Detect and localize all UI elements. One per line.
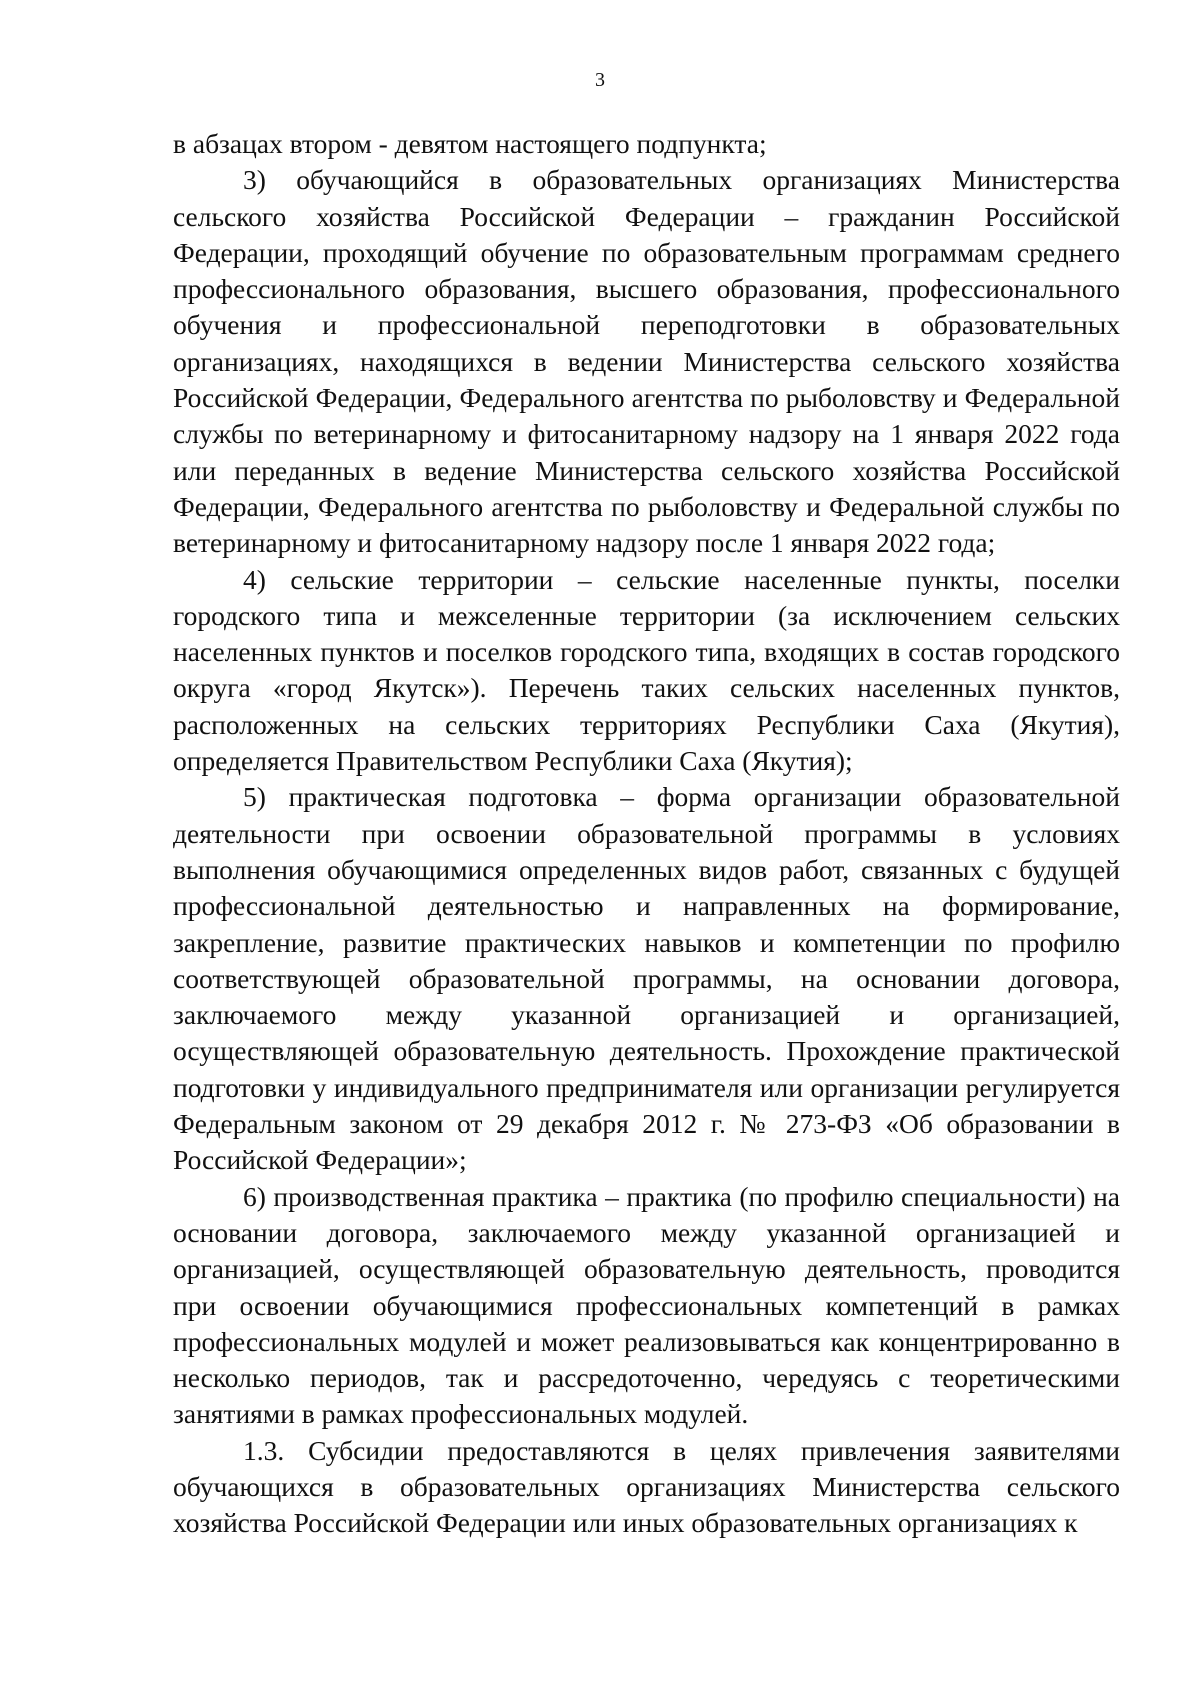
- page-number: 3: [595, 69, 605, 91]
- paragraph-continuation: в абзацах втором - девятом настоящего подпункта;: [173, 128, 767, 159]
- paragraph-section-1-3: 1.3. Субсидии предоставляются в целях привлечения заявителями обучающихся в образовательных организациях Министерства сельского хозяйства Российской Федерации или иных образовательных организациях к: [173, 1434, 1120, 1539]
- paragraph-item-5: 5) практическая подготовка – форма организации образовательной деятельности при освоении образовательной программы в условиях выполнения обучающимися определенных видов работ, связанных с будущей профессиональной деятельностью и направленных на формирование, закрепление, развитие практических навыков и компетенции по профилю соответствующей образовательной программы, на основании договора, заключаемого между указанной организацией и организацией, осуществляющей образовательную деятельность. Прохождение практической подготовки у индивидуального предпринимателя или организации регулируется Федеральным законом от 29 декабря 2012 г. № 273-ФЗ «Об образовании в Российской Федерации»;: [173, 781, 1120, 1176]
- document-body: [173, 126, 1120, 1542]
- paragraph-item-4: 4) сельские территории – сельские населенные пункты, поселки городского типа и межселенные территории (за исключением сельских населенных пунктов и поселков городского типа, входящих в состав городского округа «город Якутск»). Перечень таких сельских населенных пунктов, расположенных на сельских территориях Республики Саха (Якутия), определяется Правительством Республики Саха (Якутия);: [173, 563, 1120, 777]
- paragraph-item-6: 6) производственная практика – практика (по профилю специальности) на основании договора, заключаемого между указанной организацией и организацией, осуществляющей образовательную деятельность, проводится при освоении обучающимися профессиональных компетенций в рамках профессиональных модулей и может реализовываться как концентрированно в несколько периодов, так и рассредоточенно, чередуясь с теоретическими занятиями в рамках профессиональных модулей.: [173, 1180, 1120, 1430]
- paragraph-item-3: 3) обучающийся в образовательных организациях Министерства сельского хозяйства Российской Федерации – гражданин Российской Федерации, проходящий обучение по образовательным программам среднего профессионального образования, высшего образования, профессионального обучения и профессиональной переподготовки в образовательных организациях, находящихся в ведении Министерства сельского хозяйства Российской Федерации, Федерального агентства по рыболовству и Федеральной службы по ветеринарному и фитосанитарному надзору на 1 января 2022 года или переданных в ведение Министерства сельского хозяйства Российской Федерации, Федерального агентства по рыболовству и Федеральной службы по ветеринарному и фитосанитарному надзору после 1 января 2022 года;: [173, 164, 1120, 559]
